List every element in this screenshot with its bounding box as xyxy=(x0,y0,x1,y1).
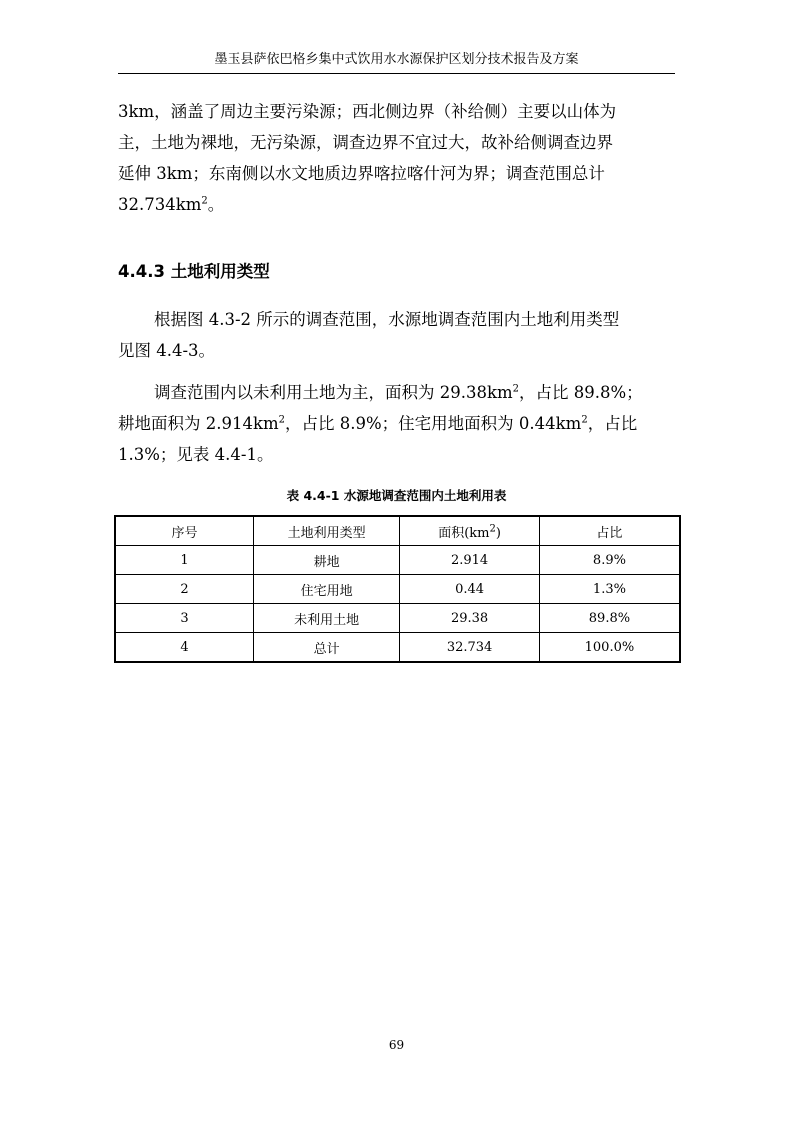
paragraph-survey-boundary xyxy=(118,96,675,220)
table-row xyxy=(115,546,680,575)
cell-type: 总计 xyxy=(253,633,399,663)
cell-area: 29.38 xyxy=(400,604,540,633)
period: 。 xyxy=(207,195,225,214)
section-heading: 4.4.3 土地利用类型 xyxy=(118,262,270,281)
paragraph-line: 1.3%；见表 4.4-1。 xyxy=(118,445,274,464)
paragraph-line: 根据图 4.3-2 所示的调查范围，水源地调查范围内土地利用类型 xyxy=(154,310,620,329)
paragraph-line xyxy=(118,189,675,220)
page-header-title: 墨玉县萨依巴格乡集中式饮用水水源保护区划分技术报告及方案 xyxy=(214,52,579,67)
cell-type: 住宅用地 xyxy=(253,575,399,604)
table-row xyxy=(115,575,680,604)
cell-ratio: 89.8% xyxy=(539,604,680,633)
header-ratio: 占比 xyxy=(539,516,680,546)
paragraph-line: 见图 4.4-3。 xyxy=(118,341,216,360)
table-row xyxy=(115,604,680,633)
paragraph-line xyxy=(118,377,675,408)
table-caption: 表 4.4-1 水源地调查范围内土地利用表 xyxy=(286,488,507,503)
paragraph-land-use-summary xyxy=(118,377,675,470)
cell-area: 2.914 xyxy=(400,546,540,575)
text-run: ，占比 8.9%；住宅用地面积为 0.44km xyxy=(285,414,582,433)
paragraph-line xyxy=(118,408,675,439)
land-use-table xyxy=(114,515,681,663)
header-divider xyxy=(118,73,675,74)
table-row xyxy=(115,633,680,663)
cell-no: 2 xyxy=(115,575,253,604)
header-type: 土地利用类型 xyxy=(253,516,399,546)
text-run: 调查范围内以未利用土地为主，面积为 29.38km xyxy=(154,383,513,402)
cell-no: 4 xyxy=(115,633,253,663)
cell-type: 耕地 xyxy=(253,546,399,575)
superscript: 2 xyxy=(512,383,520,395)
cell-no: 1 xyxy=(115,546,253,575)
paragraph-line: 3km，涵盖了周边主要污染源；西北侧边界（补给侧）主要以山体为 xyxy=(118,102,617,121)
paragraph-land-use-intro xyxy=(118,304,675,366)
cell-type: 未利用土地 xyxy=(253,604,399,633)
superscript: 2 xyxy=(278,414,286,426)
text-run: ，占比 xyxy=(587,414,638,433)
page-number: 69 xyxy=(388,1038,405,1052)
survey-area-value: 32.734km xyxy=(118,195,202,214)
superscript: 2 xyxy=(201,195,208,207)
cell-ratio: 1.3% xyxy=(539,575,680,604)
cell-area: 0.44 xyxy=(400,575,540,604)
cell-ratio: 8.9% xyxy=(539,546,680,575)
header-area-close: ) xyxy=(495,525,501,541)
cell-area: 32.734 xyxy=(400,633,540,663)
text-run: ，占比 89.8%； xyxy=(519,383,643,402)
paragraph-line: 延伸 3km；东南侧以水文地质边界喀拉喀什河为界；调查范围总计 xyxy=(118,164,605,183)
cell-ratio: 100.0% xyxy=(539,633,680,663)
header-area-text: 面积(km xyxy=(438,525,490,541)
superscript: 2 xyxy=(489,523,496,535)
superscript: 2 xyxy=(581,414,588,426)
table-header-row xyxy=(115,516,680,546)
cell-no: 3 xyxy=(115,604,253,633)
paragraph-line: 主，土地为裸地，无污染源，调查边界不宜过大，故补给侧调查边界 xyxy=(118,133,613,152)
text-run: 耕地面积为 2.914km xyxy=(118,414,279,433)
header-no: 序号 xyxy=(115,516,253,546)
header-area xyxy=(400,516,540,546)
